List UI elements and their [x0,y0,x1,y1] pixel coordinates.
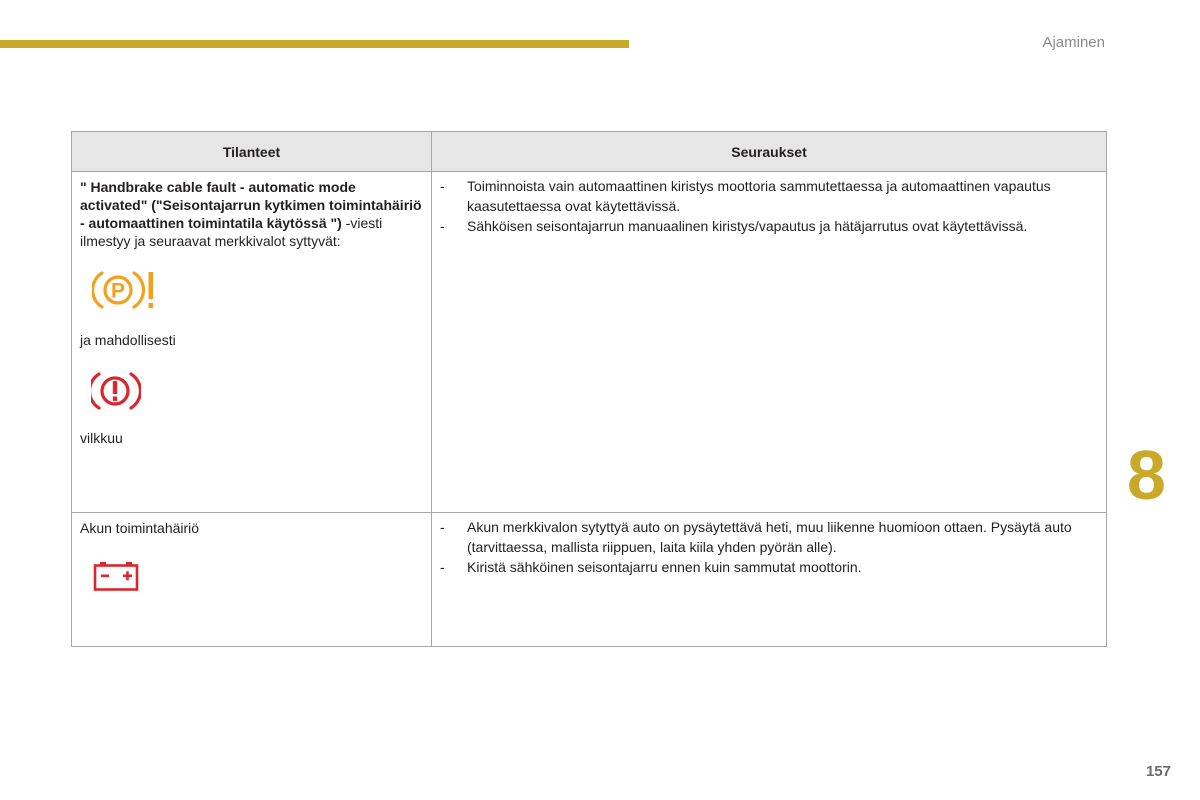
table-header-row [72,132,1107,172]
situation-cell [72,513,432,647]
consequence-list [440,176,1098,236]
consequence-cell [432,513,1107,647]
consequence-item: - Toiminnoista vain automaattinen kiristys moottoria sammutettaessa ja automaattinen vapautus kaasutettaessa ovat käytettävissä. [440,176,1098,216]
page-number: 157 [1145,763,1171,780]
column-header-consequences: Seuraukset [432,132,1107,172]
blink-text: vilkkuu [80,430,123,446]
consequence-item: - Akun merkkivalon sytyttyä auto on pysäytettävä heti, muu liikenne huomioon ottaen. Pysäytä auto (tarvittaessa, mallista riippuen, laita kiila yhden pyörän alle). [440,517,1098,557]
section-title: Ajaminen [1042,34,1105,51]
consequence-item: - Sähköisen seisontajarrun manuaalinen kiristys/vapautus ja hätäjarrutus ovat käytettävissä. [440,216,1098,236]
connector-text: ja mahdollisesti [80,332,176,348]
consequence-list [440,517,1098,577]
battery-icon [93,559,423,593]
situation-message-text: -viesti ilmestyy ja seuraavat merkkivalot syttyvät: [80,215,383,249]
table-row [72,513,1107,647]
table-row [72,172,1107,513]
situation-cell [72,172,432,513]
parking-brake-warning-icon [92,270,423,310]
chapter-number: 8 [1127,436,1166,514]
situations-table [71,131,1107,647]
situation-message-bold: " Handbrake cable fault - automatic mode activated" ("Seisontajarrun kytkimen toimintahäiriö - automaattinen toimintatila käytössä ") [80,179,422,231]
situation-description: Akun toimintahäiriö [80,520,200,536]
column-header-situations: Tilanteet [72,132,432,172]
svg-text:P: P [110,279,126,303]
brake-alert-icon [91,371,423,411]
header-accent-bar [0,40,629,48]
consequence-cell [432,172,1107,513]
situation-description [80,178,423,250]
consequence-item: - Kiristä sähköinen seisontajarru ennen kuin sammutat moottorin. [440,557,1098,577]
